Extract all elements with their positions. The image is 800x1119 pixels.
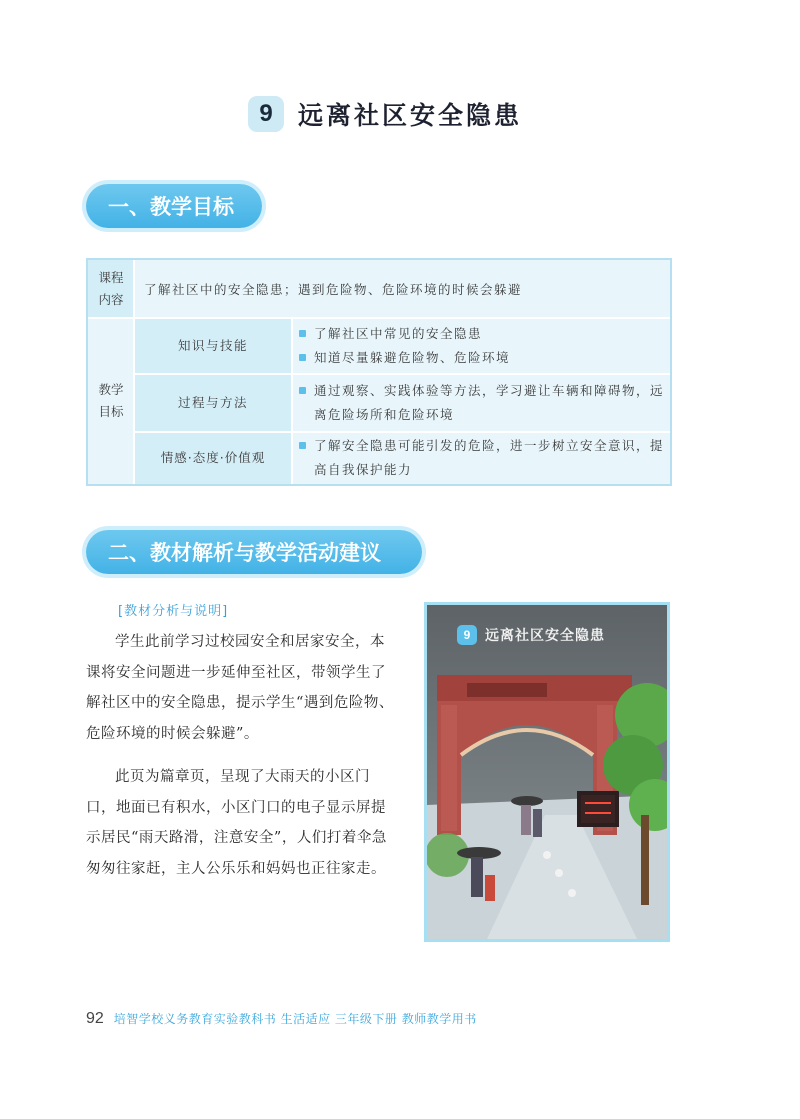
table-divider [291, 318, 293, 484]
category-knowledge-skills: 知识与技能 [177, 338, 248, 353]
table-divider [134, 373, 670, 375]
goal-bullet: 知道尽量躲避危险物、危险环境 [296, 346, 510, 370]
analysis-paragraph-2: 此页为篇章页，呈现了大雨天的小区门口，地面已有积水，小区门口的电子显示屏提示居民“雨天路滑，注意安全”，人们打着伞急匆匆往家赶，主人公乐乐和妈妈也正往家走。 [86, 769, 387, 877]
chapter-heading [248, 94, 522, 134]
teaching-goals-label: 教学 目标 [98, 382, 124, 419]
process-methods-items [296, 374, 666, 432]
table-divider [133, 260, 135, 484]
chapter-title: 远离社区安全隐患 [298, 101, 523, 130]
table-divider [88, 317, 670, 319]
illustration-title [457, 625, 605, 645]
course-content-label: 课程 内容 [98, 270, 124, 307]
section-heading-material-analysis: 二、教材解析与教学活动建议 [86, 530, 422, 574]
goal-bullet: 了解社区中常见的安全隐患 [296, 322, 482, 346]
rainy-community-gate-picture [427, 605, 667, 939]
teaching-goals-table [86, 258, 672, 486]
category-attitude-values: 情感·态度·价值观 [160, 450, 266, 465]
page-footer [86, 1010, 477, 1028]
book-title: 培智学校义务教育实验教科书 生活适应 三年级下册 教师教学用书 [113, 1012, 477, 1026]
goal-bullet: 了解安全隐患可能引发的危险，进一步树立安全意识，提高自我保护能力 [296, 434, 666, 482]
table-divider [134, 431, 670, 433]
illustration-number-badge: 9 [457, 625, 477, 645]
goal-bullet: 通过观察、实践体验等方法，学习避让车辆和障碍物，远离危险场所和危险环境 [296, 379, 666, 427]
illustration-title-text: 远离社区安全隐患 [485, 628, 605, 644]
page-number: 92 [86, 1010, 104, 1027]
attitude-values-items [296, 432, 666, 484]
category-process-methods: 过程与方法 [177, 395, 248, 410]
knowledge-skills-items [296, 318, 666, 374]
course-content-text: 了解社区中的安全隐患；遇到危险物、危险环境的时候会躲避 [144, 282, 523, 297]
section-heading-teaching-goals: 一、教学目标 [86, 184, 262, 228]
chapter-page-illustration [424, 602, 670, 942]
chapter-number-badge: 9 [248, 96, 284, 132]
analysis-subheading: [教材分析与说明] [118, 604, 229, 619]
analysis-paragraph-1: 学生此前学习过校园安全和居家安全，本课将安全问题进一步延伸至社区，带领学生了解社区中的安全隐患，提示学生“遇到危险物、危险环境的时候会躲避”。 [86, 634, 394, 742]
